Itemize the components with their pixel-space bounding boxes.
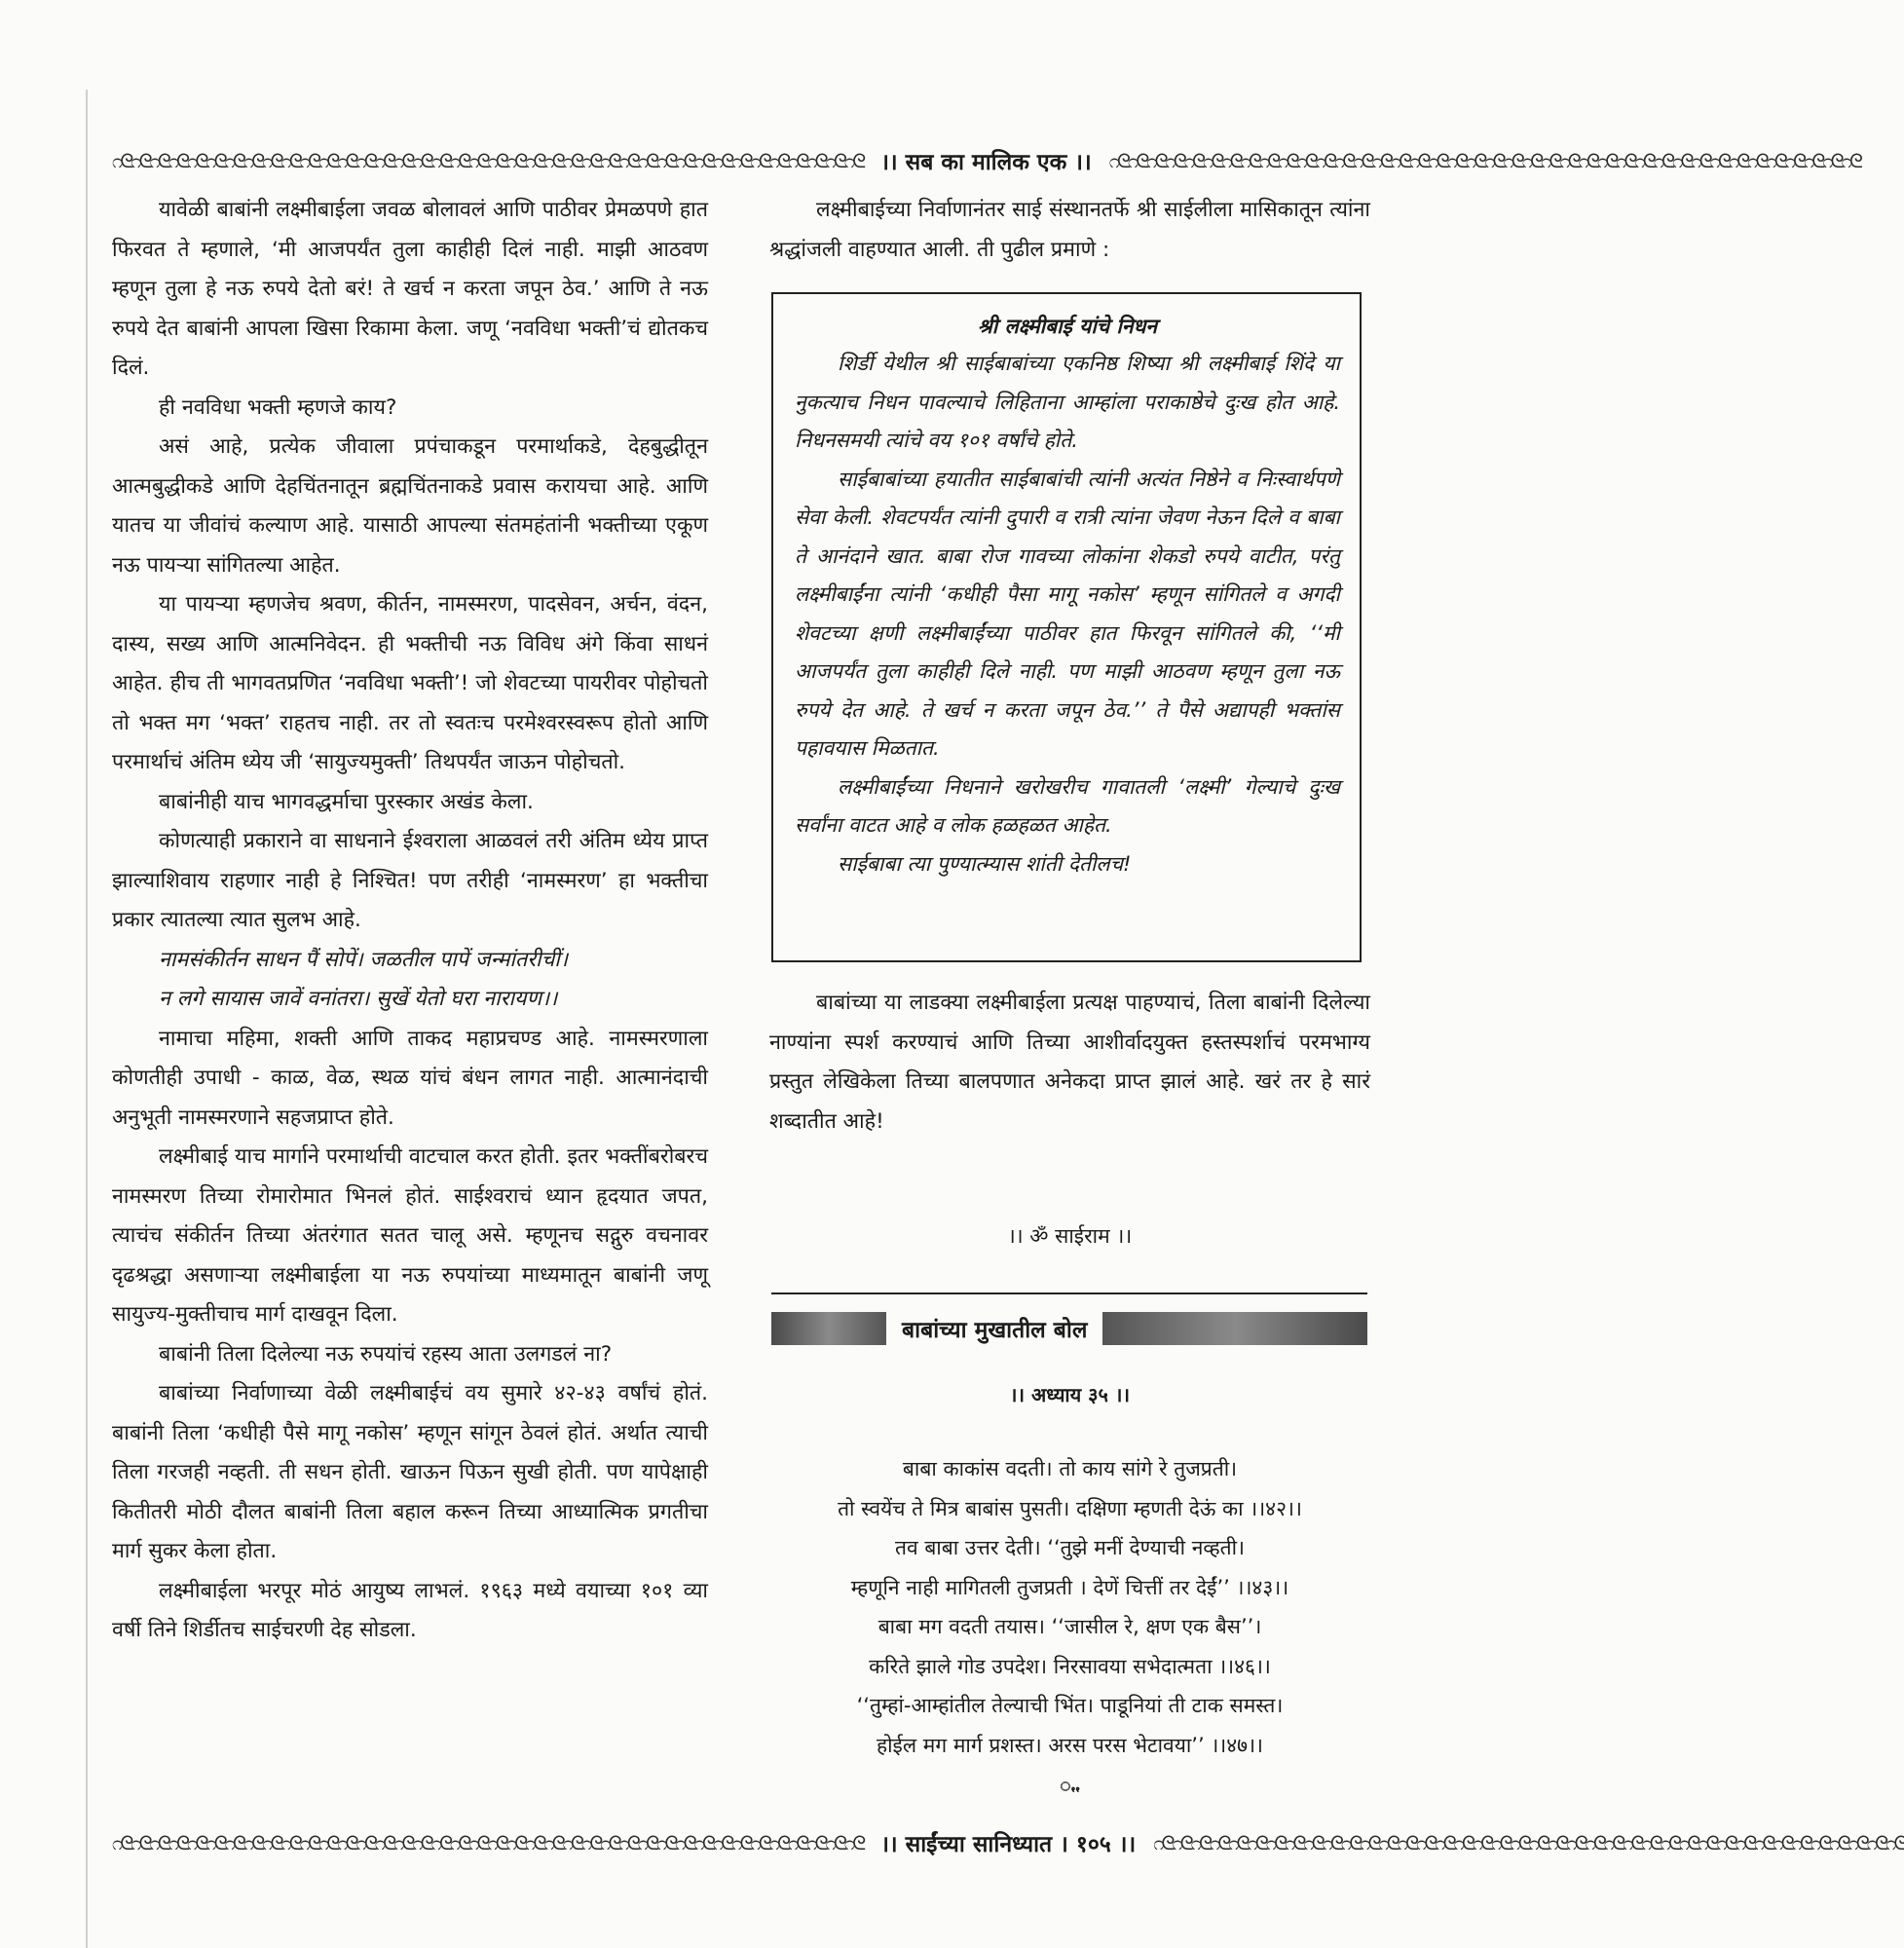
heading-bar-left-fill	[771, 1312, 886, 1345]
footer-ornament-left	[112, 1832, 863, 1854]
left-paragraph: या पायऱ्या म्हणजेच श्रवण, कीर्तन, नामस्मरण, पादसेवन, अर्चन, वंदन, दास्य, सख्य आणि आत्मनिवेदन. ही भक्तीची नऊ विविध अंगे किंवा साधनं आहेत. हीच ती भागवतप्रणित ‘नवविधा भक्ती’! जो शेवटच्या पायरीवर पोहोचतो तो भक्त मग ‘भक्त’ राहतच नाही. तर तो स्वतःच परमेश्वरस्वरूप होतो आणि परमार्थाचं अंतिम ध्येय जी ‘सायुज्यमुक्ती’ तिथपर्यंत जाऊन पोहोचतो.	[112, 592, 708, 774]
left-paragraph: बाबांनी तिला दिलेल्या नऊ रुपयांचं रहस्य आता उलगडलं ना?	[159, 1341, 613, 1367]
footer-ornament-right	[1153, 1832, 1904, 1854]
section-title: बाबांच्या मुखातील बोल	[886, 1313, 1102, 1344]
section-heading-bar	[771, 1308, 1367, 1349]
left-paragraph: नामाचा महिमा, शक्ती आणि ताकद महाप्रचण्ड आहे. नामस्मरणाला कोणतीही उपाधी - काळ, वेळ, स्थळ यांचं बंधन लागत नाही. आत्मानंदाची अनुभूती नामस्मरणाने सहजप्राप्त होते.	[112, 1026, 708, 1130]
right-intro	[769, 191, 1370, 270]
verse-line: तो स्वयेंच ते मित्र बाबांस पुसती। दक्षिणा म्हणती देऊं का ।।४२।।	[838, 1496, 1302, 1520]
footer-band	[112, 1823, 1904, 1862]
left-paragraph: लक्ष्मीबाई याच मार्गाने परमार्थाची वाटचाल करत होती. इतर भक्तींबरोबरच नामस्मरण तिच्या रोमारोमात भिनलं होतं. साईश्वराचं ध्यान हृदयात जपत, त्याचंच संकीर्तन तिच्या अंतरंगात सतत चालू असे. म्हणूनच सद्गुरु वचनावर दृढश्रद्धा असणाऱ्या लक्ष्मीबाईला या नऊ रुपयांच्या माध्यमातून बाबांनी जणू सायुज्य-मुक्तीचाच मार्ग दाखवून दिला.	[112, 1144, 708, 1327]
obituary-paragraph: शिर्डी येथील श्री साईबाबांच्या एकनिष्ठ शिष्या श्री लक्ष्मीबाई शिंदे या नुकत्याच निधन पावल्याचे लिहिताना आम्हांला पराकाष्ठेचे दुःख होत आहे. निधनसमयी त्यांचे वय १०१ वर्षांचे होते.	[795, 352, 1340, 452]
left-verse: न लगे सायास जावें वनांतरा। सुखें येतो घरा नारायण।।	[159, 987, 558, 1011]
ornament-glyphs: ೧ᘓ೧ᘓ೧ᘓ೧ᘓ೧ᘓ೧ᘓ೧ᘓ೧ᘓ೧ᘓ೧ᘓ೧ᘓ೧ᘓ೧ᘓ೧ᘓ೧ᘓ೧ᘓ೧ᘓ೧ᘓ೧ᘓ೧ᘓ೧ᘓ೧ᘓ೧ᘓ೧ᘓ೧ᘓ೧ᘓ೧ᘓ೧ᘓ೧ᘓ೧ᘓ೧ᘓ೧ᘓ೧ᘓ೧ᘓ೧ᘓ೧ᘓ೧ᘓ೧ᘓ೧ᘓ೧ᘓ	[1153, 1831, 1904, 1854]
verse-block	[769, 1449, 1370, 1765]
ornament-glyphs: ೧ᘓ೧ᘓ೧ᘓ೧ᘓ೧ᘓ೧ᘓ೧ᘓ೧ᘓ೧ᘓ೧ᘓ೧ᘓ೧ᘓ೧ᘓ೧ᘓ೧ᘓ೧ᘓ೧ᘓ೧ᘓ೧ᘓ೧ᘓ೧ᘓ೧ᘓ೧ᘓ೧ᘓ೧ᘓ೧ᘓ೧ᘓ೧ᘓ೧ᘓ೧ᘓ೧ᘓ೧ᘓ೧ᘓ೧ᘓ೧ᘓ೧ᘓ೧ᘓ೧ᘓ೧ᘓ೧ᘓ	[112, 149, 864, 172]
header-title: ।। सब का मालिक एक ।।	[880, 150, 1092, 175]
left-verse: नामसंकीर्तन साधन पैं सोपें। जळतील पापें जन्मांतरीचीं।	[159, 947, 568, 972]
page-edge	[86, 90, 88, 1948]
header-band	[112, 141, 1860, 180]
right-intro-paragraph: लक्ष्मीबाईच्या निर्वाणानंतर साई संस्थानतर्फे श्री साईलीला मासिकातून त्यांना श्रद्धांजली वाहण्यात आली. ती पुढील प्रमाणे :	[769, 198, 1370, 262]
obituary-paragraph: साईबाबा त्या पुण्यात्म्यास शांती देतीलच!	[838, 851, 1132, 876]
left-column	[112, 191, 708, 1651]
footer-title: ।। साईंच्या सानिध्यात । १०५ ।।	[880, 1832, 1137, 1857]
verse-line: ‘‘तुम्हां-आम्हांतील तेल्याची भिंत। पाडूनियां ती टाक समस्त।	[856, 1694, 1284, 1717]
left-paragraph: कोणत्याही प्रकाराने वा साधनाने ईश्वराला आळवलं तरी अंतिम ध्येय प्राप्त झाल्याशिवाय राहणार नाही हे निश्चित! पण तरीही ‘नामस्मरण’ हा भक्तीचा प्रकार त्यातल्या त्यात सुलभ आहे.	[112, 829, 708, 932]
verse-line: तव बाबा उत्तर देती। ‘‘तुझे मनीं देण्याची नव्हती।	[895, 1536, 1245, 1559]
header-ornament-right	[1109, 150, 1860, 171]
right-after-paragraph: बाबांच्या या लाडक्या लक्ष्मीबाईला प्रत्यक्ष पाहण्याचं, तिला बाबांनी दिलेल्या नाण्यांना स्पर्श करण्याचं आणि तिच्या आशीर्वादयुक्त हस्तस्पर्शाचं परमभाग्य प्रस्तुत लेखिकेला तिच्या बालपणात अनेकदा प्राप्त झालं आहे. खरं तर हे सारं शब्दातीत आहे!	[769, 991, 1370, 1134]
end-mark: ꩻꩻ	[1060, 1775, 1080, 1795]
obituary-box	[771, 292, 1362, 962]
header-ornament-left	[112, 150, 863, 171]
verse-line: करिते झाले गोड उपदेश। निरसावया सभेदात्मता ।।४६।।	[869, 1654, 1271, 1678]
verse-line: बाबा काकांस वदती। तो काय सांगे रे तुजप्रती।	[902, 1457, 1238, 1480]
left-paragraph: यावेळी बाबांनी लक्ष्मीबाईला जवळ बोलावलं आणि पाठीवर प्रेमळपणे हात फिरवत ते म्हणाले, ‘मी आजपर्यंत तुला काहीही दिलं नाही. माझी आठवण म्हणून तुला हे नऊ रुपये देतो बरं! ते खर्च न करता जपून ठेव.’ आणि ते नऊ रुपये देत बाबांनी आपला खिसा रिकामा केला. जणू ‘नवविधा भक्ती’चं द्योतकच दिलं.	[112, 198, 708, 380]
left-paragraph: बाबांनीही याच भागवद्धर्माचा पुरस्कार अखंड केला.	[159, 789, 534, 814]
verse-line: बाबा मग वदती तयास। ‘‘जासील रे, क्षण एक बैस’’।	[877, 1615, 1262, 1638]
section-rule	[771, 1292, 1367, 1294]
right-after	[769, 984, 1370, 1142]
left-paragraph: बाबांच्या निर्वाणाच्या वेळी लक्ष्मीबाईचं वय सुमारे ४२-४३ वर्षांचं होतं. बाबांनी तिला ‘कधीही पैसे मागू नकोस’ म्हणून सांगून ठेवलं होतं. अर्थात त्याची तिला गरजही नव्हती. ती सधन होती. खाऊन पिऊन सुखी होती. पण यापेक्षाही कितीतरी मोठी दौलत बाबांनी तिला बहाल करून तिच्या आध्यात्मिक प्रगतीचा मार्ग सुकर केला होता.	[112, 1381, 708, 1563]
left-paragraph: असं आहे, प्रत्येक जीवाला प्रपंचाकडून परमार्थाकडे, देहबुद्धीतून आत्मबुद्धीकडे आणि देहचिंतनातून ब्रह्मचिंतनाकडे प्रवास करायचा आहे. आणि यातच या जीवांचं कल्याण आहे. यासाठी आपल्या संतमहंतांनी भक्तीच्या एकूण नऊ पायऱ्या सांगितल्या आहेत.	[112, 434, 708, 578]
ornament-glyphs: ೧ᘓ೧ᘓ೧ᘓ೧ᘓ೧ᘓ೧ᘓ೧ᘓ೧ᘓ೧ᘓ೧ᘓ೧ᘓ೧ᘓ೧ᘓ೧ᘓ೧ᘓ೧ᘓ೧ᘓ೧ᘓ೧ᘓ೧ᘓ೧ᘓ೧ᘓ೧ᘓ೧ᘓ೧ᘓ೧ᘓ೧ᘓ೧ᘓ೧ᘓ೧ᘓ೧ᘓ೧ᘓ೧ᘓ೧ᘓ೧ᘓ೧ᘓ೧ᘓ೧ᘓ೧ᘓ೧ᘓ	[1108, 149, 1860, 172]
om-sairam: ।। ॐ साईराम ।।	[1007, 1224, 1133, 1248]
obituary-paragraph: साईबाबांच्या हयातीत साईबाबांची त्यांनी अत्यंत निष्ठेने व निःस्वार्थपणे सेवा केली. शेवटपर्यंत त्यांनी दुपारी व रात्री त्यांना जेवण नेऊन दिले व बाबा ते आनंदाने खात. बाबा रोज गावच्या लोकांना शेकडो रुपये वाटीत, परंतु लक्ष्मीबाईंना त्यांनी ‘कधीही पैसा मागू नकोस’ म्हणून सांगितले व अगदी शेवटच्या क्षणी लक्ष्मीबाईंच्या पाठीवर हात फिरवून सांगितले की, ‘‘मी आजपर्यंत तुला काहीही दिले नाही. पण माझी आठवण म्हणून तुला नऊ रुपये देत आहे. ते खर्च न करता जपून ठेव.’’ ते पैसे अद्यापही भक्तांस पहावयास मिळतात.	[795, 467, 1340, 760]
heading-bar-right-fill	[1102, 1312, 1367, 1345]
chapter-label: ।। अध्याय ३५ ।।	[1009, 1383, 1131, 1406]
left-paragraph: लक्ष्मीबाईला भरपूर मोठं आयुष्य लाभलं. १९६३ मध्ये वयाच्या १०१ व्या वर्षी तिने शिर्डीतच साईचरणी देह सोडला.	[112, 1578, 708, 1642]
obituary-title: श्री लक्ष्मीबाई यांचे निधन	[977, 315, 1158, 338]
verse-line: म्हणूनि नाही मागितली तुजप्रती । देणें चित्तीं तर देईं’’ ।।४३।।	[850, 1575, 1289, 1599]
left-paragraph: ही नवविधा भक्ती म्हणजे काय?	[159, 394, 397, 420]
ornament-glyphs: ೧ᘓ೧ᘓ೧ᘓ೧ᘓ೧ᘓ೧ᘓ೧ᘓ೧ᘓ೧ᘓ೧ᘓ೧ᘓ೧ᘓ೧ᘓ೧ᘓ೧ᘓ೧ᘓ೧ᘓ೧ᘓ೧ᘓ೧ᘓ೧ᘓ೧ᘓ೧ᘓ೧ᘓ೧ᘓ೧ᘓ೧ᘓ೧ᘓ೧ᘓ೧ᘓ೧ᘓ೧ᘓ೧ᘓ೧ᘓ೧ᘓ೧ᘓ೧ᘓ೧ᘓ೧ᘓ೧ᘓ	[112, 1831, 864, 1854]
verse-line: होईल मग मार्ग प्रशस्त। अरस परस भेटावया’’ ।।४७।।	[876, 1733, 1264, 1757]
obituary-paragraph: लक्ष्मीबाईंच्या निधनाने खरोखरीच गावातली ‘लक्ष्मी’ गेल्याचे दुःख सर्वांना वाटत आहे व लोक हळहळत आहेत.	[795, 774, 1340, 837]
